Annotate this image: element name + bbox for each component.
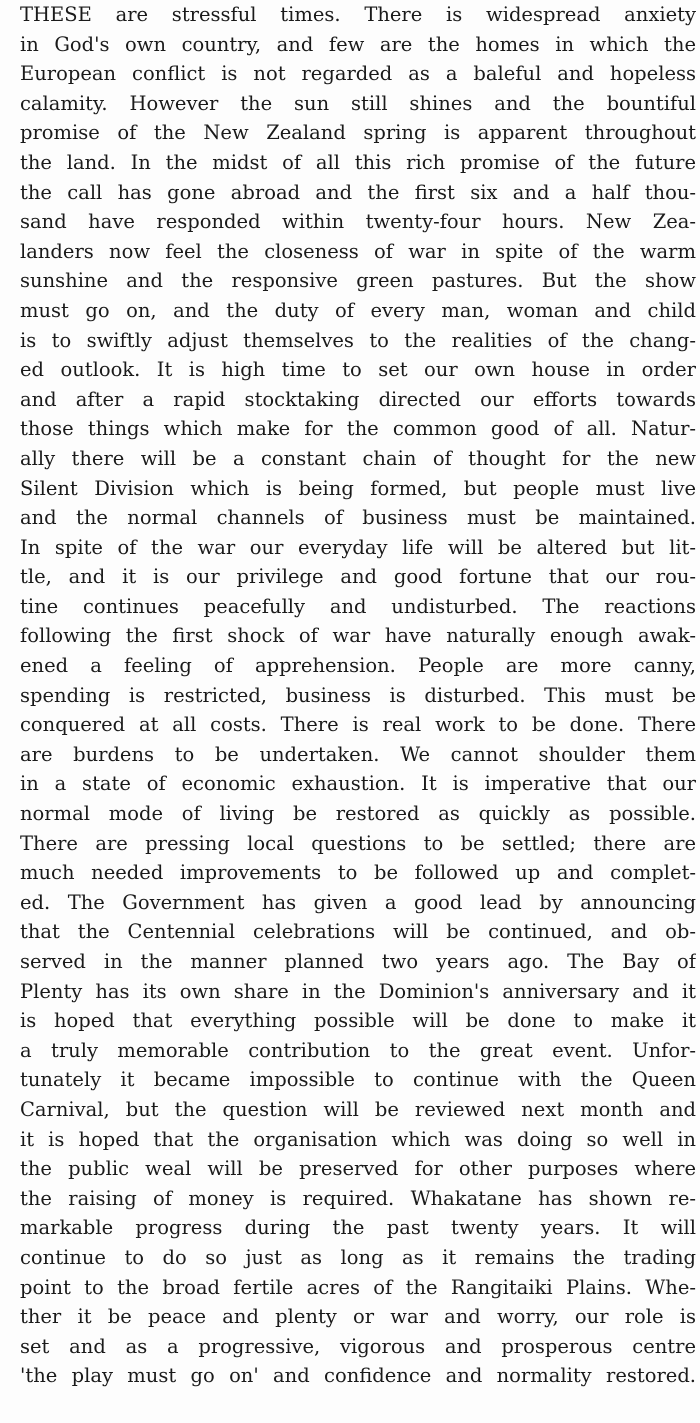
article-line: the call has gone abroad and the first six and a half thou- [20,180,696,204]
article-line: spending is restricted, business is disturbed. This must be [20,683,696,707]
article-line: tunately it became impossible to continue with the Queen [20,1068,696,1092]
article-line: ally there will be a constant chain of thought for the new [20,446,696,470]
article-line: landers now feel the closeness of war in spite of the warm [20,239,696,263]
article-line: and the normal channels of business must be maintained. [20,506,696,530]
article-line: sunshine and the responsive green pastures. But the show [20,269,696,293]
article-line: served in the manner planned two years ago. The Bay of [20,950,696,973]
article-line: Carnival, but the question will be reviewed next month and [20,1097,696,1121]
article-line: is hoped that everything possible will be done to make it [20,1009,696,1033]
editorial-article [20,0,696,1391]
article-line: ed. The Government has given a good lead by announcing [20,890,696,914]
article-line: 'the play must go on' and confidence and normality restored. [20,1364,696,1388]
article-line: calamity. However the sun still shines and the bountiful [20,91,696,115]
article-line: must go on, and the duty of every man, woman and child [20,298,696,322]
article-line: Plenty has its own share in the Dominion's anniversary and it [20,979,696,1003]
article-line: ened a feeling of apprehension. People are more canny, [20,654,696,678]
article-line: tle, and it is our privilege and good fortune that our rou- [20,565,696,589]
article-line: the raising of money is required. Whakatane has shown re- [20,1186,696,1210]
article-line: ther it be peace and plenty or war and worry, our role is [20,1305,696,1329]
article-line: that the Centennial celebrations will be continued, and ob- [20,920,696,944]
article-line: normal mode of living be restored as quickly as possible. [20,802,696,826]
article-line: markable progress during the past twenty years. It will [20,1216,696,1240]
article-line: ed outlook. It is high time to set our own house in order [20,358,696,382]
article-line: the land. In the midst of all this rich promise of the future [20,150,696,174]
article-line: the public weal will be preserved for other purposes where [20,1157,696,1181]
article-line: those things which make for the common good of all. Natur- [20,417,696,441]
article-line: In spite of the war our everyday life will be altered but lit- [20,535,696,559]
article-line: sand have responded within twenty-four hours. New Zea- [20,210,696,234]
article-line: There are pressing local questions to be settled; there are [20,831,696,855]
article-line: conquered at all costs. There is real work to be done. There [20,713,696,737]
article-line: tine continues peacefully and undisturbed. The reactions [20,594,696,618]
article-line: point to the broad fertile acres of the Rangitaiki Plains. Whe- [20,1275,696,1299]
article-line: in God's own country, and few are the homes in which the [20,32,696,56]
article-line: Silent Division which is being formed, but people must live [20,476,696,500]
article-line: a truly memorable contribution to the great event. Unfor- [20,1038,696,1062]
article-line: European conflict is not regarded as a baleful and hopeless [20,62,696,86]
article-line: THESE are stressful times. There is widespread anxiety [20,3,696,26]
article-line: continue to do so just as long as it remains the trading [20,1245,696,1269]
article-line: promise of the New Zealand spring is apparent throughout [20,121,696,145]
article-line: much needed improvements to be followed up and complet- [20,861,696,885]
article-line: set and as a progressive, vigorous and prosperous centre [20,1334,696,1358]
article-line: following the first shock of war have naturally enough awak- [20,624,696,648]
article-line: is to swiftly adjust themselves to the realities of the chang- [20,328,696,352]
article-line: and after a rapid stocktaking directed our efforts towards [20,387,696,411]
article-line: it is hoped that the organisation which was doing so well in [20,1127,696,1151]
article-line: are burdens to be undertaken. We cannot shoulder them [20,742,696,766]
article-line: in a state of economic exhaustion. It is imperative that our [20,772,696,796]
